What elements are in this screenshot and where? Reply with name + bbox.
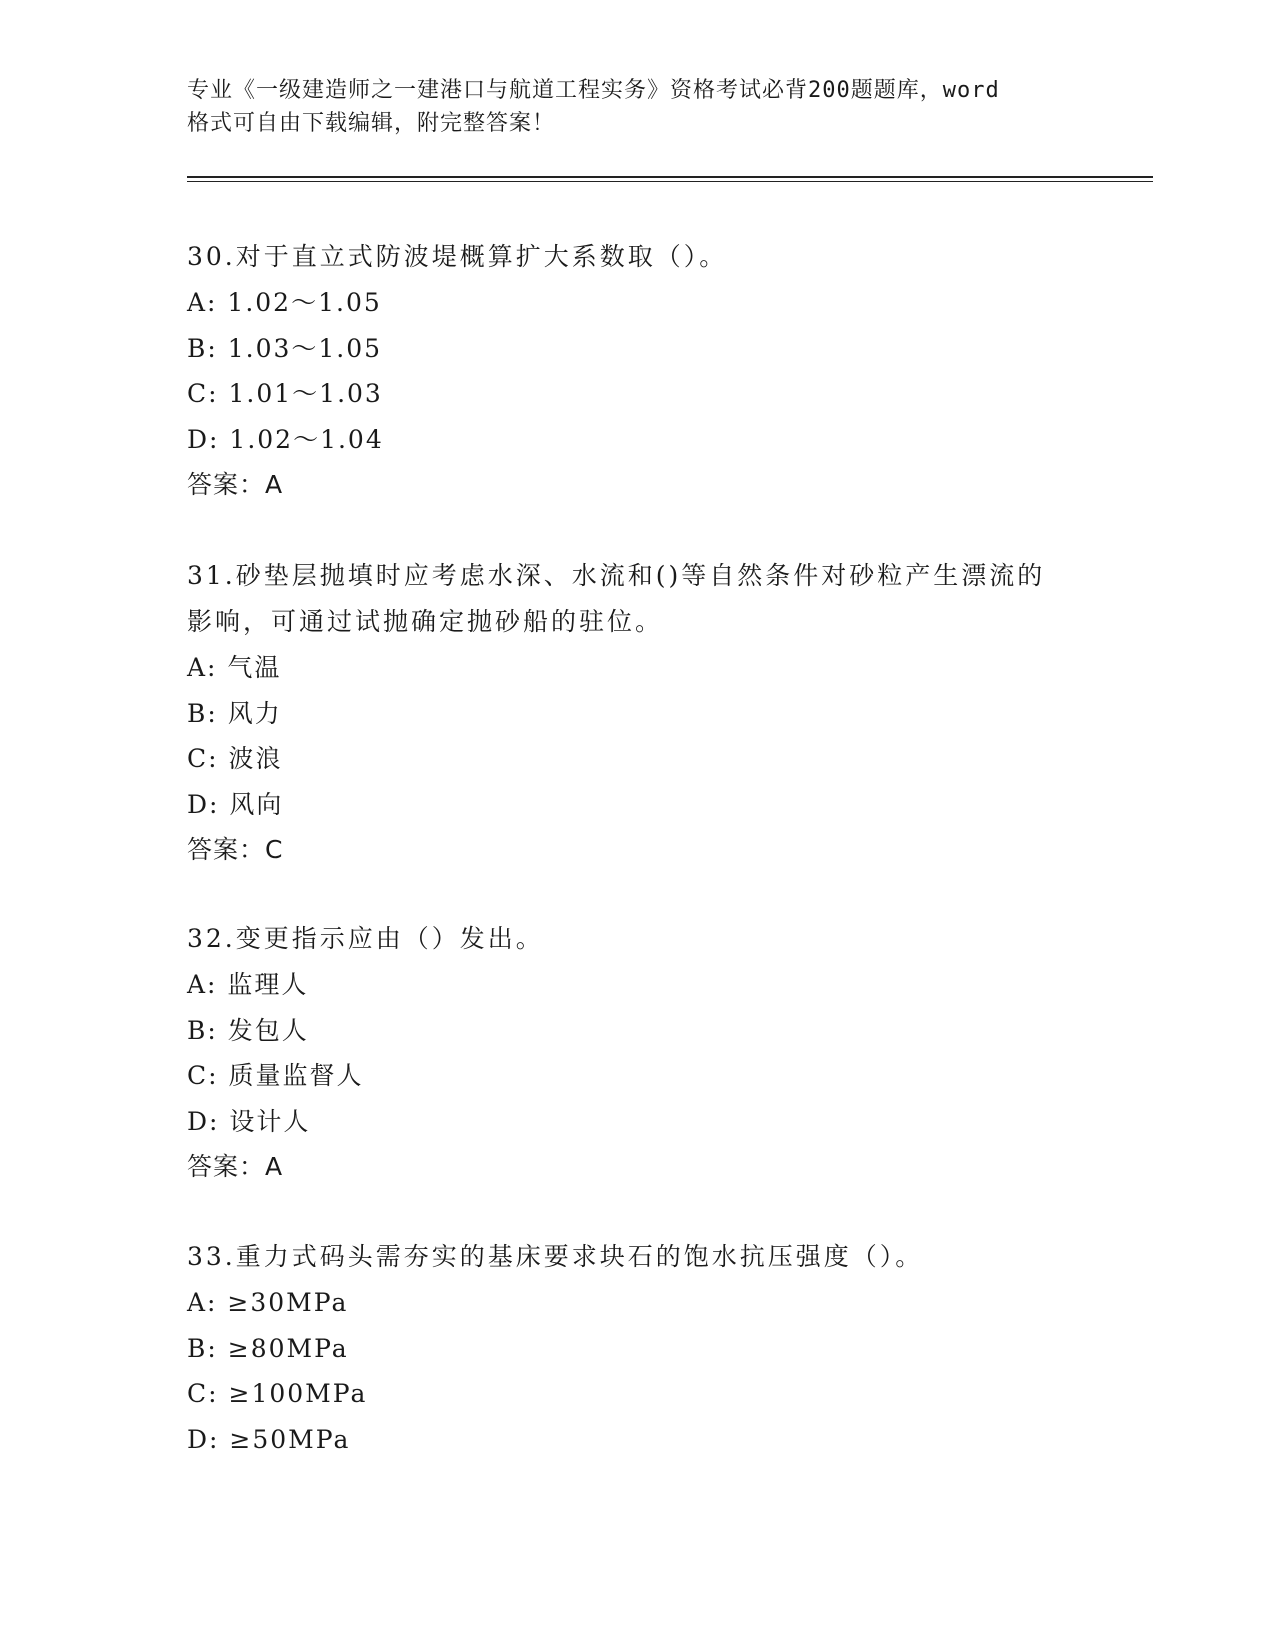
option-d: D: 设计人 [187, 1106, 311, 1136]
document-header [187, 74, 1077, 140]
header-divider-thick [187, 176, 1153, 178]
question-stem: 30.对于直立式防波堤概算扩大系数取（）。 [187, 242, 728, 271]
question-stem: 32.变更指示应由（）发出。 [187, 924, 544, 953]
option-a: A: 监理人 [187, 970, 309, 999]
question-stem: 33.重力式码头需夯实的基床要求块石的饱水抗压强度（）。 [187, 1242, 924, 1271]
option-c: C: 波浪 [187, 744, 283, 773]
question-stem-line-2: 影响，可通过试抛确定抛砂船的驻位。 [187, 607, 664, 636]
header-title-line-2: 格式可自由下载编辑，附完整答案！ [187, 111, 556, 136]
answer-line: 答案：A [187, 1152, 284, 1181]
option-b: B: ≥80MPa [187, 1333, 349, 1363]
question-31 [187, 553, 1087, 873]
option-c: C: 1.01～1.03 [187, 379, 383, 408]
header-title-line-1: 专业《一级建造师之一建港口与航道工程实务》资格考试必背200题题库，word [187, 78, 1000, 103]
option-a: A: 气温 [187, 653, 282, 682]
answer-line: 答案：A [187, 470, 284, 499]
header-divider-thin [187, 181, 1153, 182]
option-b: B: 风力 [187, 698, 282, 728]
option-a: A: ≥30MPa [187, 1288, 349, 1317]
option-b: B: 发包人 [187, 1015, 309, 1045]
question-33 [187, 1234, 1087, 1462]
option-a: A: 1.02～1.05 [187, 288, 382, 317]
option-d: D: 风向 [187, 789, 284, 819]
option-b: B: 1.03～1.05 [187, 333, 383, 363]
option-d: D: 1.02～1.04 [187, 424, 384, 454]
option-c: C: 质量监督人 [187, 1061, 364, 1090]
question-30 [187, 234, 1087, 508]
question-32 [187, 916, 1087, 1190]
option-d: D: ≥50MPa [187, 1424, 351, 1454]
question-stem-line-1: 31.砂垫层抛填时应考虑水深、水流和()等自然条件对砂粒产生漂流的 [187, 561, 1046, 590]
option-c: C: ≥100MPa [187, 1379, 368, 1408]
answer-line: 答案：C [187, 835, 284, 864]
